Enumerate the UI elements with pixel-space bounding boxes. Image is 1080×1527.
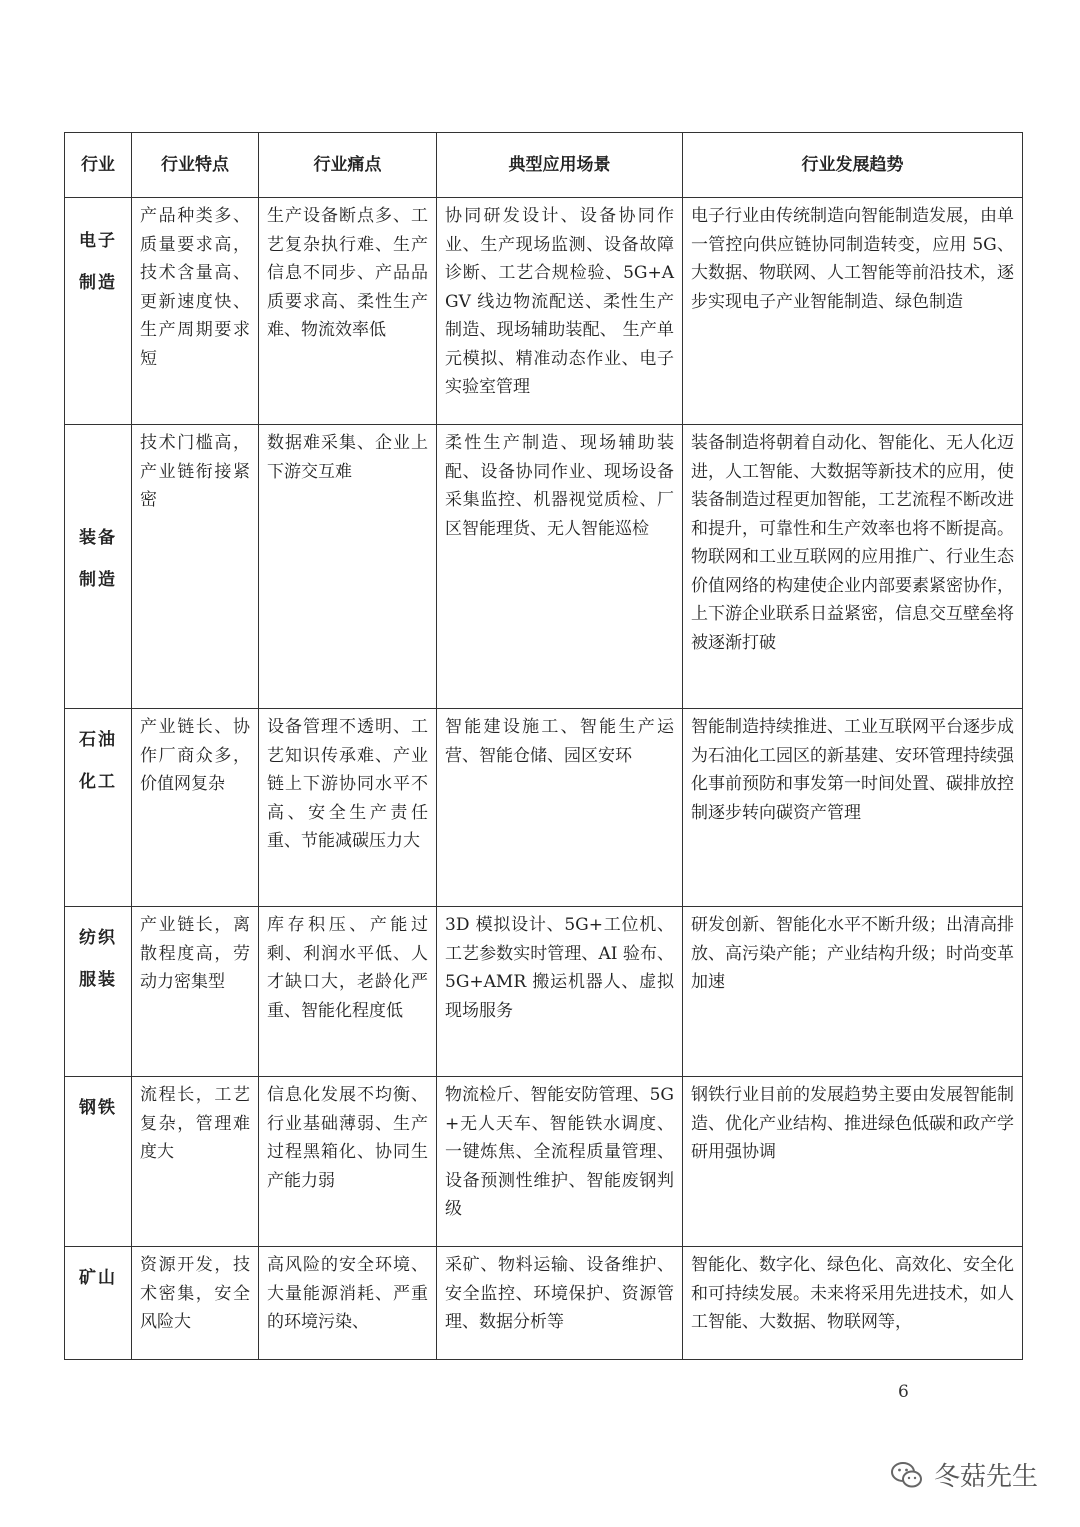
watermark-text: 冬菇先生 xyxy=(934,1462,1039,1492)
features-cell xyxy=(132,1247,259,1360)
industry-name: 矿山 xyxy=(79,1268,117,1288)
features-cell xyxy=(132,907,259,1077)
features-cell xyxy=(132,1077,259,1247)
pain-points-text: 生产设备断点多、工艺复杂执行难、生产信息不同步、产品品质要求高、柔性生产难、物流效率低 xyxy=(267,206,428,340)
pain-points-text: 库存积压、产能过剩、利润水平低、人才缺口大，老龄化严重、智能化程度低 xyxy=(267,915,428,1021)
pain-points-cell xyxy=(259,907,437,1077)
scenarios-cell xyxy=(437,907,683,1077)
scenarios-text: 智能建设施工、智能生产运营、智能仓储、园区安环 xyxy=(445,717,674,766)
scenarios-text: 物流检斤、智能安防管理、5G+无人天车、智能铁水调度、一键炼焦、全流程质量管理、设备预测性维护、智能废钢判级 xyxy=(445,1085,674,1219)
trends-cell xyxy=(683,709,1023,907)
table-row xyxy=(65,709,1023,907)
features-text: 产业链长，离散程度高，劳动力密集型 xyxy=(140,915,250,992)
industry-cell xyxy=(65,907,132,1077)
industry-name: 电子制造 xyxy=(79,231,117,293)
industry-name: 石油化工 xyxy=(79,730,117,792)
table-row xyxy=(65,198,1023,425)
scenarios-cell xyxy=(437,709,683,907)
trends-text: 智能制造持续推进、工业互联网平台逐步成为石油化工园区的新基建、安环管理持续强化事前预防和事发第一时间处置、碳排放控制逐步转向碳资产管理 xyxy=(691,717,1014,823)
features-text: 产品种类多、质量要求高，技术含量高、更新速度快、生产周期要求短 xyxy=(140,206,250,369)
scenarios-cell xyxy=(437,198,683,425)
scenarios-cell xyxy=(437,1247,683,1360)
watermark xyxy=(890,1456,1038,1493)
trends-cell xyxy=(683,198,1023,425)
pain-points-text: 高风险的安全环境、大量能源消耗、严重的环境污染、 xyxy=(267,1255,428,1332)
industry-cell xyxy=(65,1247,132,1360)
trends-text: 装备制造将朝着自动化、智能化、无人化迈进，人工智能、大数据等新技术的应用，使装备制造过程更加智能，工艺流程不断改进和提升，可靠性和生产效率也将不断提高。物联网和工业互联网的应用推广、行业生态价值网络的构建使企业内部要素紧密协作，上下游企业联系日益紧密，信息交互壁垒将被逐渐打破 xyxy=(691,433,1014,653)
features-text: 流程长，工艺复杂，管理难度大 xyxy=(140,1085,250,1162)
pain-points-cell xyxy=(259,1247,437,1360)
pain-points-text: 数据难采集、企业上下游交互难 xyxy=(267,433,428,482)
header-scenarios: 典型应用场景 xyxy=(437,133,683,198)
industry-name: 钢铁 xyxy=(79,1098,117,1118)
industry-table xyxy=(64,132,1023,1360)
scenarios-text: 协同研发设计、设备协同作业、生产现场监测、设备故障诊断、工艺合规检验、5G+AGV 线边物流配送、柔性生产制造、现场辅助装配、 生产单元模拟、精准动态作业、电子实验室管理 xyxy=(445,206,674,397)
table-row xyxy=(65,425,1023,709)
pain-points-cell xyxy=(259,709,437,907)
features-text: 产业链长、协作厂商众多，价值网复杂 xyxy=(140,717,250,794)
trends-cell xyxy=(683,1247,1023,1360)
industry-cell xyxy=(65,425,132,709)
pain-points-cell xyxy=(259,1077,437,1247)
features-cell xyxy=(132,425,259,709)
trends-text: 电子行业由传统制造向智能制造发展，由单一管控向供应链协同制造转变，应用 5G、大数据、物联网、人工智能等前沿技术，逐步实现电子产业智能制造、绿色制造 xyxy=(691,206,1014,312)
trends-cell xyxy=(683,1077,1023,1247)
scenarios-cell xyxy=(437,425,683,709)
features-cell xyxy=(132,198,259,425)
pain-points-text: 设备管理不透明、工艺知识传承难、产业链上下游协同水平不高、安全生产责任重、节能减碳压力大 xyxy=(267,717,428,851)
pain-points-cell xyxy=(259,198,437,425)
trends-text: 钢铁行业目前的发展趋势主要由发展智能制造、优化产业结构、推进绿色低碳和政产学研用强协调 xyxy=(691,1085,1014,1162)
scenarios-text: 采矿、物料运输、设备维护、安全监控、环境保护、资源管理、数据分析等 xyxy=(445,1255,674,1332)
features-text: 技术门槛高，产业链衔接紧密 xyxy=(140,433,250,510)
header-pain-points: 行业痛点 xyxy=(259,133,437,198)
pain-points-cell xyxy=(259,425,437,709)
trends-cell xyxy=(683,425,1023,709)
trends-text: 研发创新、智能化水平不断升级；出清高排放、高污染产能；产业结构升级；时尚变革加速 xyxy=(691,915,1014,992)
page-number: 6 xyxy=(898,1382,909,1402)
scenarios-cell xyxy=(437,1077,683,1247)
header-trends: 行业发展趋势 xyxy=(683,133,1023,198)
table-row xyxy=(65,907,1023,1077)
features-cell xyxy=(132,709,259,907)
header-industry: 行业 xyxy=(65,133,132,198)
trends-text: 智能化、数字化、绿色化、高效化、安全化和可持续发展。未来将采用先进技术，如人工智能、大数据、物联网等， xyxy=(691,1255,1014,1332)
features-text: 资源开发，技术密集，安全风险大 xyxy=(140,1255,250,1332)
table-header-row xyxy=(65,133,1023,198)
header-features: 行业特点 xyxy=(132,133,259,198)
table-row xyxy=(65,1247,1023,1360)
wechat-icon xyxy=(890,1460,924,1490)
industry-name: 装备制造 xyxy=(79,527,117,590)
table-row xyxy=(65,1077,1023,1247)
scenarios-text: 柔性生产制造、现场辅助装配、设备协同作业、现场设备采集监控、机器视觉质检、厂区智能理货、无人智能巡检 xyxy=(445,433,674,539)
industry-cell xyxy=(65,709,132,907)
industry-cell xyxy=(65,198,132,425)
industry-name: 纺织服装 xyxy=(79,928,117,990)
pain-points-text: 信息化发展不均衡、行业基础薄弱、生产过程黑箱化、协同生产能力弱 xyxy=(267,1085,428,1191)
industry-cell xyxy=(65,1077,132,1247)
scenarios-text: 3D 模拟设计、5G+工位机、工艺参数实时管理、AI 验布、5G+AMR 搬运机器人、虚拟现场服务 xyxy=(445,915,674,1021)
trends-cell xyxy=(683,907,1023,1077)
